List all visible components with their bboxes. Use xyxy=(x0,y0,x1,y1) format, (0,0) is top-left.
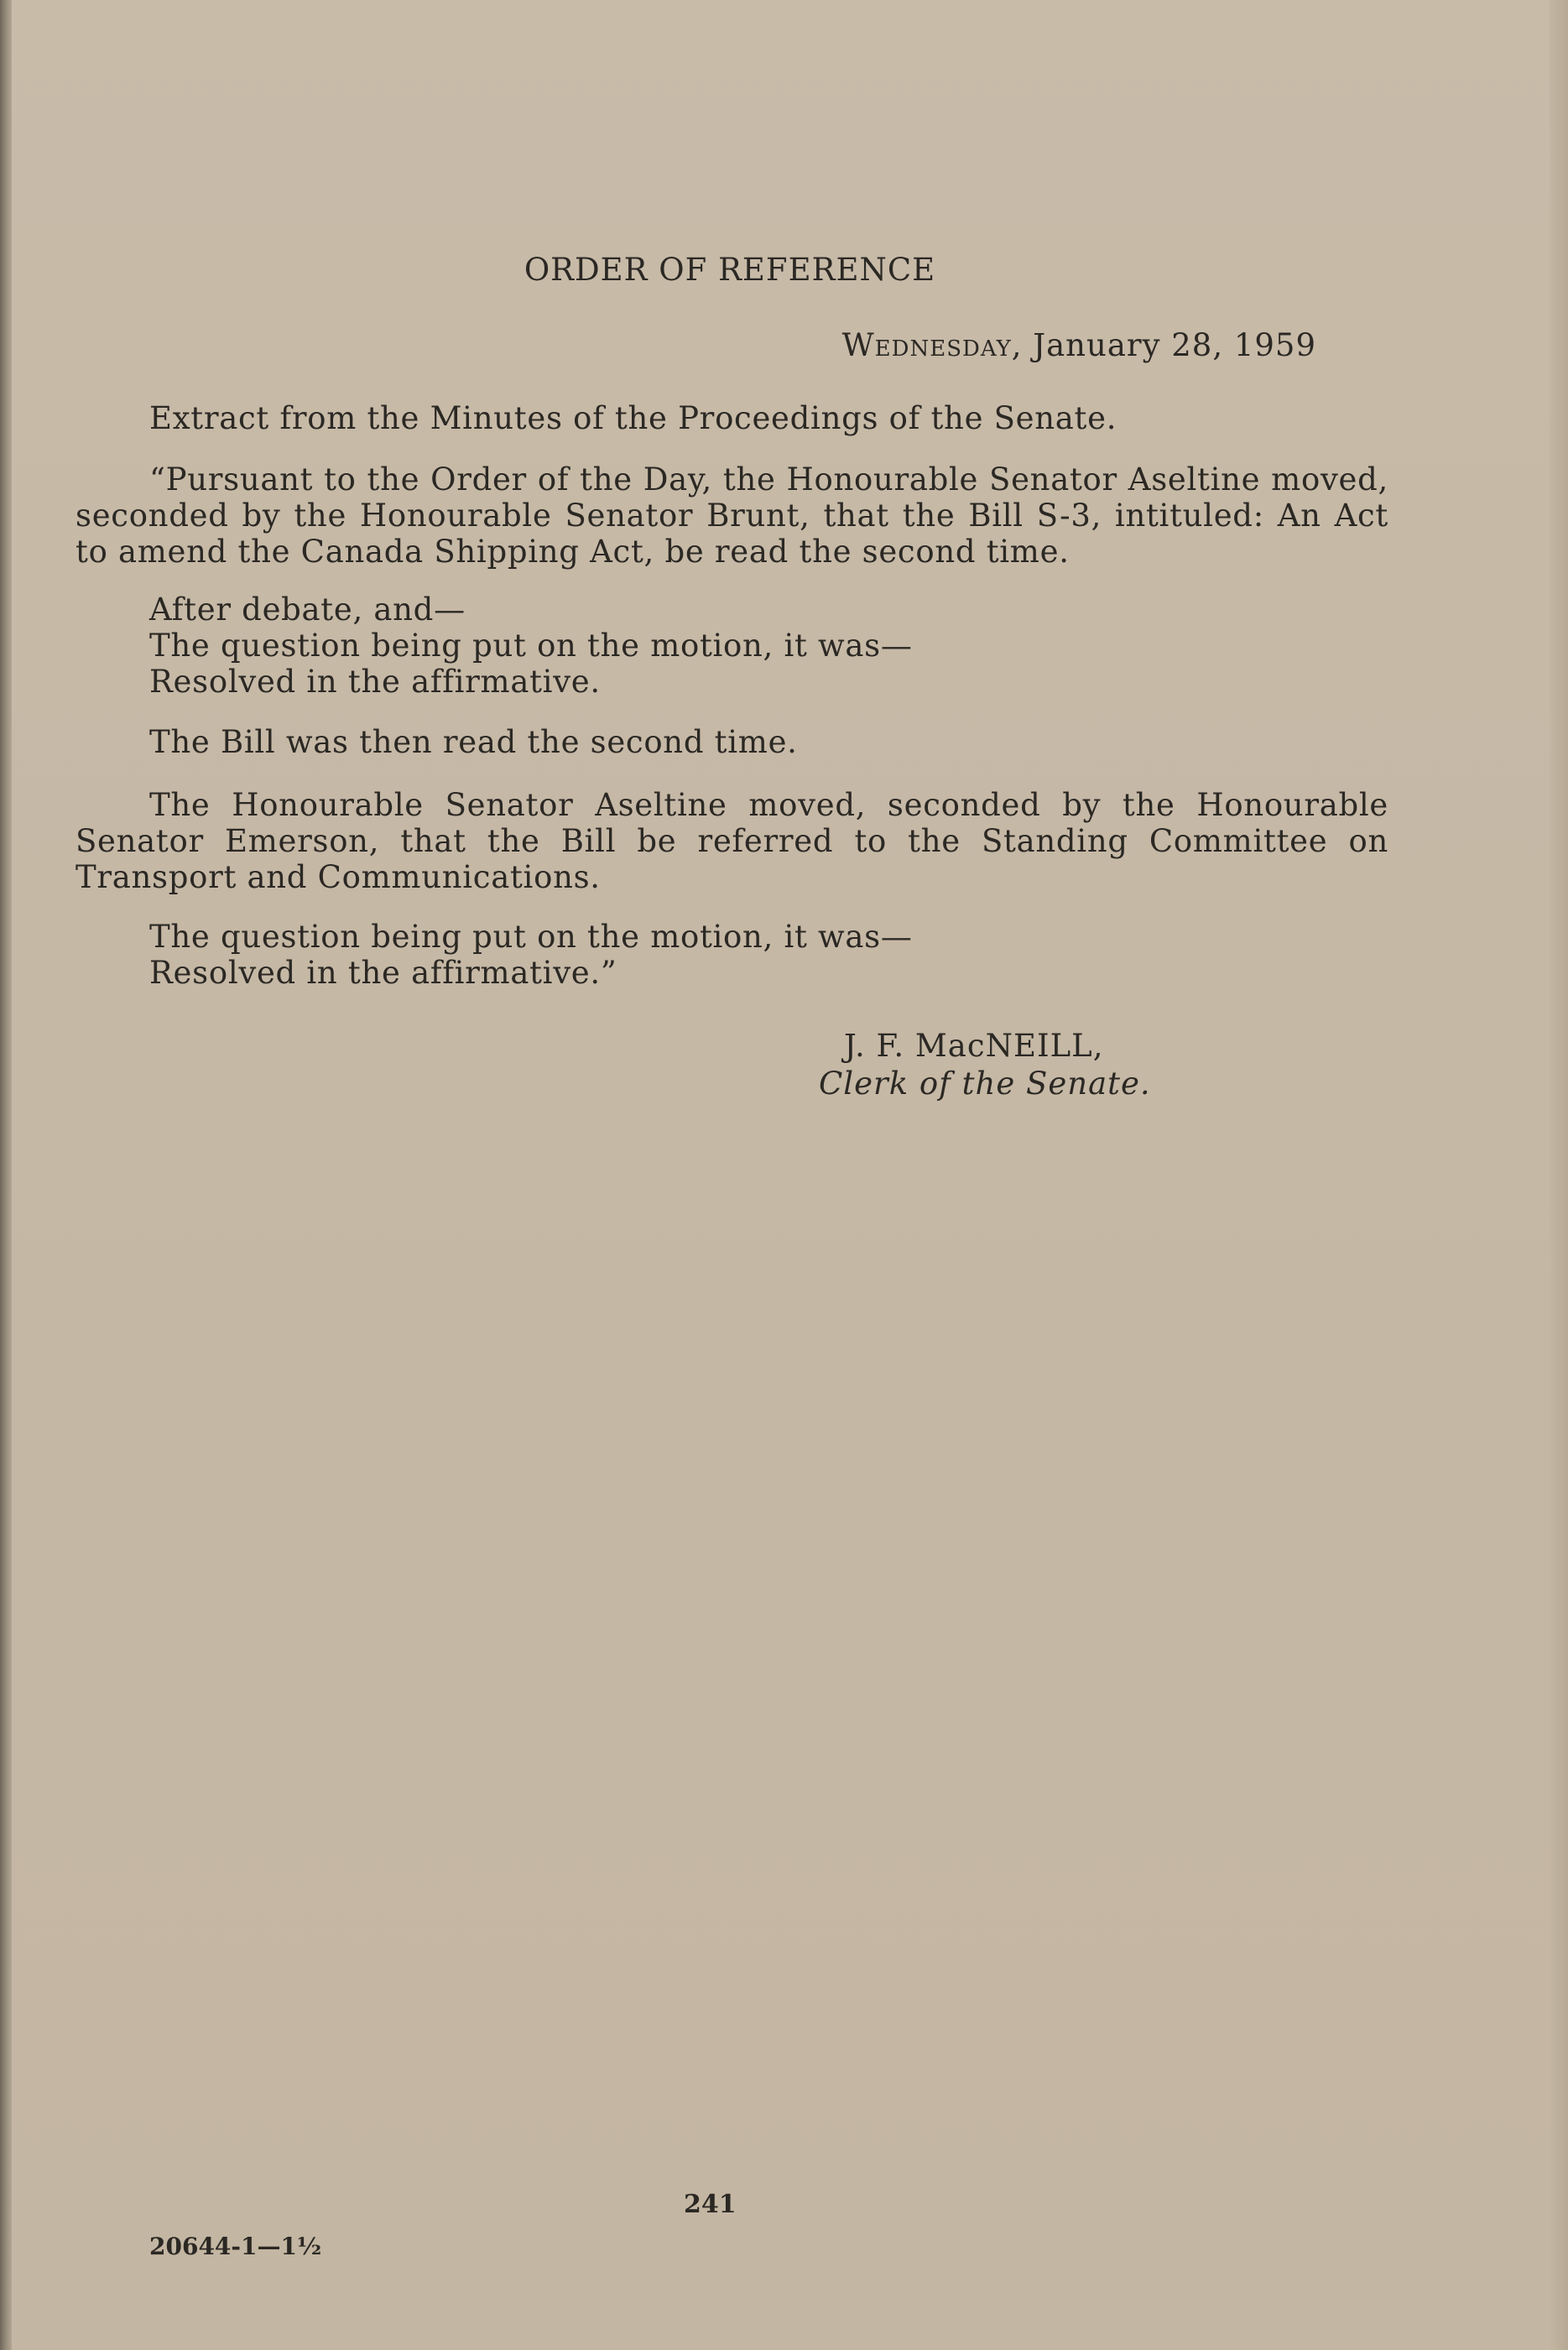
debate-line: Resolved in the affirmative. xyxy=(149,664,601,700)
date-line xyxy=(842,327,1316,363)
page-number: 241 xyxy=(684,2190,737,2219)
print-code: 20644-1—1½ xyxy=(149,2233,322,2260)
page-title: ORDER OF REFERENCE xyxy=(524,252,936,288)
debate-lines xyxy=(149,591,1391,700)
final-line: The question being put on the motion, it was— xyxy=(149,919,913,955)
date-weekday: Wednesday xyxy=(841,327,1012,363)
signatory-title: Clerk of the Senate. xyxy=(819,1066,1151,1102)
date-rest: , January 28, 1959 xyxy=(1011,327,1316,363)
binding-edge xyxy=(0,0,12,2350)
final-lines xyxy=(149,919,1391,991)
signature-block xyxy=(819,1027,1151,1102)
motion-paragraph: “Pursuant to the Order of the Day, the Honourable Senator Aseltine moved, seconded by the Honourable Senator Brunt, that the Bill S-3, intituled: An Act to amend the Canada Shipping Act, be read the second time. xyxy=(76,461,1388,570)
debate-line: After debate, and— xyxy=(149,591,466,628)
final-line: Resolved in the affirmative.” xyxy=(149,955,617,991)
signatory-name: J. F. MacNEILL, xyxy=(844,1028,1104,1064)
extract-paragraph: Extract from the Minutes of the Proceedings of the Senate. xyxy=(149,400,1117,436)
referral-paragraph: The Honourable Senator Aseltine moved, seconded by the Honourable Senator Emerson, that the Bill be referred to the Standing Committee on Transport and Communications. xyxy=(76,787,1388,895)
page-right-edge xyxy=(1550,0,1568,2350)
second-reading-paragraph: The Bill was then read the second time. xyxy=(149,724,798,760)
debate-line: The question being put on the motion, it was— xyxy=(149,628,913,664)
